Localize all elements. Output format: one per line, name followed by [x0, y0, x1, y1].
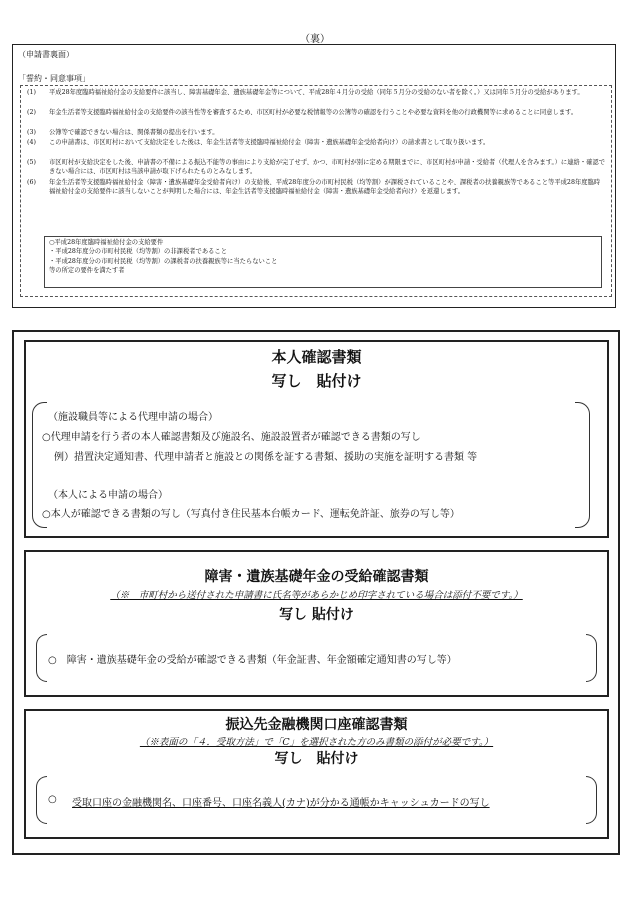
pension-note: （※ 市町村から送付された申請書に氏名等があらかじめ印字されている場合は添付不要です。） — [110, 590, 523, 601]
requirements-box — [44, 236, 602, 288]
back-side-label: （申請書裏面） — [18, 50, 74, 59]
proxy-heading: （施設職員等による代理申請の場合） — [48, 412, 218, 423]
bank-item: 受取口座の金融機関名、口座番号、口座名義人(カナ)が分かる通帳かキャッシュカードの写し — [72, 798, 490, 809]
bank-note: （※表面の「４．受取方法」で「C」を選択された方のみ書類の添付が必要です。） — [139, 737, 494, 748]
requirements-line: ・平成28年度分の市町村民税（均等割）の課税者の扶養親族等に当たらないこと — [49, 257, 278, 265]
bank-bullet: ○ — [48, 794, 57, 805]
requirements-line: ・平成28年度分の市町村民税（均等割）の非課税者であること — [49, 248, 228, 256]
consent-item: (4) この申請書は、市区町村において支給決定をした後は、年金生活者等支援臨時福祉給付金（障害・遺族基礎年金受給者向け）の請求書として取り扱います。 — [27, 139, 490, 146]
consent-item: (6) 年金生活者等支援臨時福祉給付金（障害・遺族基礎年金受給者向け）の支給後、平成28年度分の市町村民税（均等割）が課税されていることや、課税者の扶養親族等であること等平成28年度臨時福祉給付金の支給要件に該当しないことが判明した場合には、年金生活者等支援臨時福祉給付金（障害・遺族基礎年金受給者向け）を返還します。 — [27, 179, 601, 196]
proxy-example: 例）措置決定通知書、代理申請者と施設との関係を証する書類、援助の実施を証明する書類 等 — [54, 452, 478, 463]
bank-title: 振込先金融機関口座確認書類 — [225, 717, 408, 733]
self-line: ○本人が確認できる書類の写し（写真付き住民基本台帳カード、運転免許証、旅券の写し等） — [42, 509, 460, 520]
right-bracket — [575, 402, 590, 528]
right-bracket — [586, 776, 597, 824]
consent-item: (3) 公簿等で確認できない場合は、関係書類の提出を行います。 — [27, 129, 219, 136]
proxy-line: ○代理申請を行う者の本人確認書類及び施設名、施設設置者が確認できる書類の写し — [42, 432, 421, 443]
self-heading: （本人による申請の場合） — [48, 490, 168, 501]
pension-title: 障害・遺族基礎年金の受給確認書類 — [204, 569, 429, 585]
identity-title: 本人確認書類 — [271, 348, 362, 366]
left-bracket — [36, 776, 47, 824]
identity-subtitle: 写し 貼付け — [271, 372, 362, 390]
requirements-line: ○平成28年度臨時福祉給付金の支給要件 — [49, 239, 164, 246]
consent-item: (1) 平成28年度臨時福祉給付金の支給要件に該当し、障害基礎年金、遺族基礎年金等について、平成28年４月分の受給（同年５月分の受給のない者を除く。）又は同年５月分の受給があります。 — [27, 89, 584, 96]
bank-subtitle: 写し 貼付け — [274, 751, 359, 767]
consent-item: (2) 年金生活者等支援臨時福祉給付金の支給要件の該当性等を審査するため、市区町村が必要な税情報等の公簿等の確認を行うことや必要な資料を他の行政機関等に求めることに同意します。 — [27, 109, 578, 116]
consent-item: (5) 市区町村が支給決定をした後、申請書の不備による振込不能等の事由により支給が完了せず、かつ、市町村が別に定める期限までに、市区町村が申請・受給者（代理人を含みます。）に連絡・確認できない場合には、市区町村は当該申請が取下げられたものとみなします。 — [27, 159, 606, 176]
pension-subtitle: 写し 貼付け — [279, 607, 354, 623]
side-label: （裏） — [300, 34, 330, 45]
left-bracket — [36, 634, 47, 682]
consent-section-title: 「誓約・同意事項」 — [18, 74, 90, 83]
requirements-line: 等の所定の要件を満たす者 — [49, 266, 125, 274]
pension-item: ○ 障害・遺族基礎年金の受給が確認できる書類（年金証書、年金額確定通知書の写し等） — [48, 655, 457, 666]
right-bracket — [586, 634, 597, 682]
